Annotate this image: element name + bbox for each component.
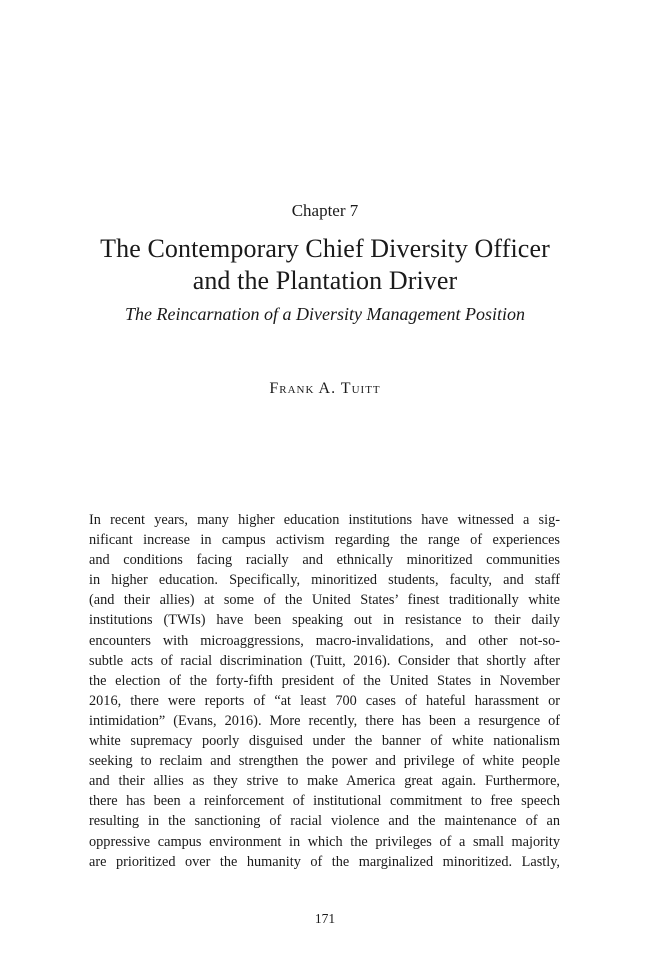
body-paragraph bbox=[89, 510, 560, 872]
chapter-title-line: The Contemporary Chief Diversity Officer bbox=[100, 234, 550, 263]
body-line: and conditions facing racially and ethnically minoritized communities bbox=[89, 552, 560, 569]
chapter-subtitle: The Reincarnation of a Diversity Management Position bbox=[125, 304, 525, 324]
body-line: seeking to reclaim and strengthen the power and privilege of white people bbox=[89, 753, 560, 770]
body-line: the election of the forty-fifth president of the United States in November bbox=[89, 672, 560, 689]
body-line: In recent years, many higher education institutions have witnessed a sig- bbox=[89, 512, 560, 528]
page-number: 171 bbox=[314, 911, 336, 926]
body-line: encounters with microaggressions, macro-invalidations, and other not-so- bbox=[89, 632, 560, 649]
body-line: (and their allies) at some of the United States’ finest traditionally white bbox=[89, 592, 560, 609]
body-line: and their allies as they strive to make America great again. Furthermore, bbox=[89, 773, 560, 790]
body-line: intimidation” (Evans, 2016). More recently, there has been a resurgence of bbox=[89, 712, 560, 729]
body-line: nificant increase in campus activism regarding the range of experiences bbox=[89, 532, 560, 549]
body-line: white supremacy poorly disguised under the banner of white nationalism bbox=[89, 733, 560, 750]
body-line: there has been a reinforcement of institutional commitment to free speech bbox=[89, 793, 560, 810]
body-line: institutions (TWIs) have been speaking out in resistance to their daily bbox=[89, 612, 560, 629]
body-line: in higher education. Specifically, minoritized students, faculty, and staff bbox=[89, 572, 560, 589]
chapter-title-line: and the Plantation Driver bbox=[192, 266, 458, 295]
author-name: Frank A. Tuitt bbox=[269, 380, 381, 397]
body-line: oppressive campus environment in which the privileges of a small majority bbox=[89, 833, 560, 850]
body-line: are prioritized over the humanity of the marginalized minoritized. Lastly, bbox=[89, 853, 560, 870]
body-line: 2016, there were reports of “at least 700 cases of hateful harassment or bbox=[89, 692, 560, 709]
chapter-title bbox=[0, 233, 650, 297]
chapter-label: Chapter 7 bbox=[291, 201, 359, 220]
body-line: resulting in the sanctioning of racial violence and the maintenance of an bbox=[89, 813, 560, 830]
body-line: subtle acts of racial discrimination (Tuitt, 2016). Consider that shortly after bbox=[89, 652, 560, 669]
